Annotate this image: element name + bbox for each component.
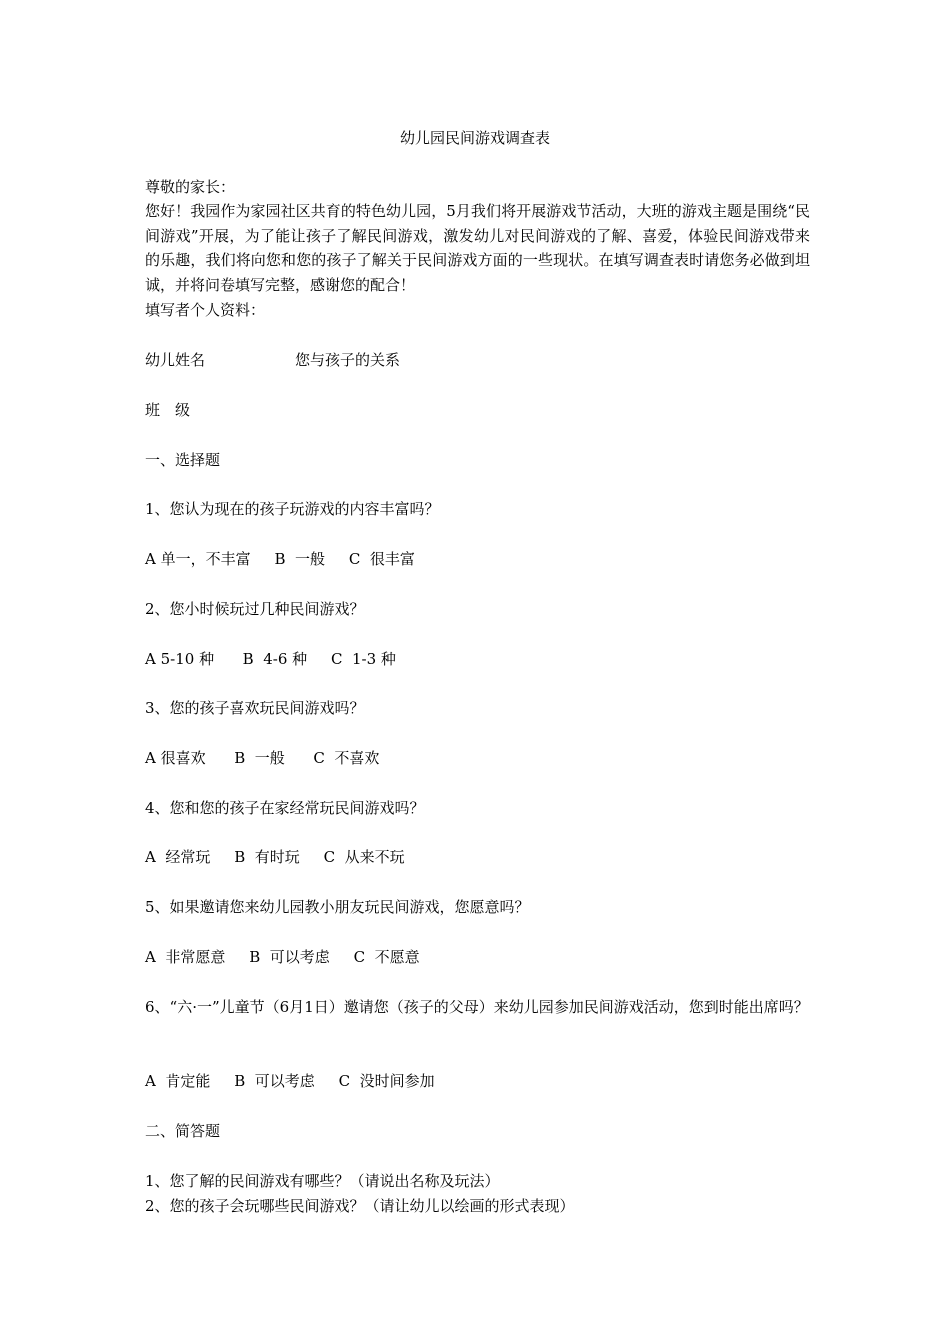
question-1: 1、您认为现在的孩子玩游戏的内容丰富吗？ bbox=[145, 500, 440, 518]
question-4-options: A 经常玩 B 有时玩 C 从来不玩 bbox=[145, 848, 405, 866]
child-name-field-label: 幼儿姓名 bbox=[145, 351, 206, 369]
greeting: 尊敬的家长： bbox=[145, 178, 236, 196]
question-4: 4、您和您的孩子在家经常玩民间游戏吗？ bbox=[145, 799, 425, 817]
question-6: 6、“六·一”儿童节（6月1日）邀请您（孩子的父母）来幼儿园参加民间游戏活动，您到时能出席吗？ bbox=[145, 998, 809, 1016]
document-title: 幼儿园民间游戏调查表 bbox=[399, 129, 550, 147]
section2-heading: 二、简答题 bbox=[145, 1122, 221, 1140]
question-2-options: A 5-10 种 B 4-6 种 C 1-3 种 bbox=[145, 650, 396, 668]
question-1-options: A 单一，不丰富 B 一般 C 很丰富 bbox=[145, 550, 415, 568]
question-2: 2、您小时候玩过几种民间游戏？ bbox=[145, 600, 365, 618]
short-answer-question-1: 1、您了解的民间游戏有哪些？（请说出名称及玩法） bbox=[145, 1172, 500, 1190]
question-3: 3、您的孩子喜欢玩民间游戏吗？ bbox=[145, 699, 365, 717]
question-3-options: A 很喜欢 B 一般 C 不喜欢 bbox=[145, 749, 380, 767]
intro-paragraph: 您好！我园作为家园社区共育的特色幼儿园，5月我们将开展游戏节活动，大班的游戏主题是围绕“民间游戏”开展，为了能让孩子了解民间游戏，激发幼儿对民间游戏的了解、喜爱，体验民间游戏带来的乐趣，我们将向您和您的孩子了解关于民间游戏方面的一些现状。在填写调查表时请您务必做到坦诚，并将问卷填写完整，感谢您的配合！ bbox=[145, 202, 810, 294]
class-field-label: 班 级 bbox=[145, 401, 191, 419]
question-6-options: A 肯定能 B 可以考虑 C 没时间参加 bbox=[145, 1072, 435, 1090]
short-answer-question-2: 2、您的孩子会玩哪些民间游戏？（请让幼儿以绘画的形式表现） bbox=[145, 1197, 575, 1215]
section1-heading: 一、选择题 bbox=[145, 451, 221, 469]
personal-info-label: 填写者个人资料： bbox=[145, 301, 266, 319]
question-5-options: A 非常愿意 B 可以考虑 C 不愿意 bbox=[145, 948, 420, 966]
question-5: 5、如果邀请您来幼儿园教小朋友玩民间游戏，您愿意吗？ bbox=[145, 898, 530, 916]
relationship-field-label: 您与孩子的关系 bbox=[295, 351, 401, 369]
